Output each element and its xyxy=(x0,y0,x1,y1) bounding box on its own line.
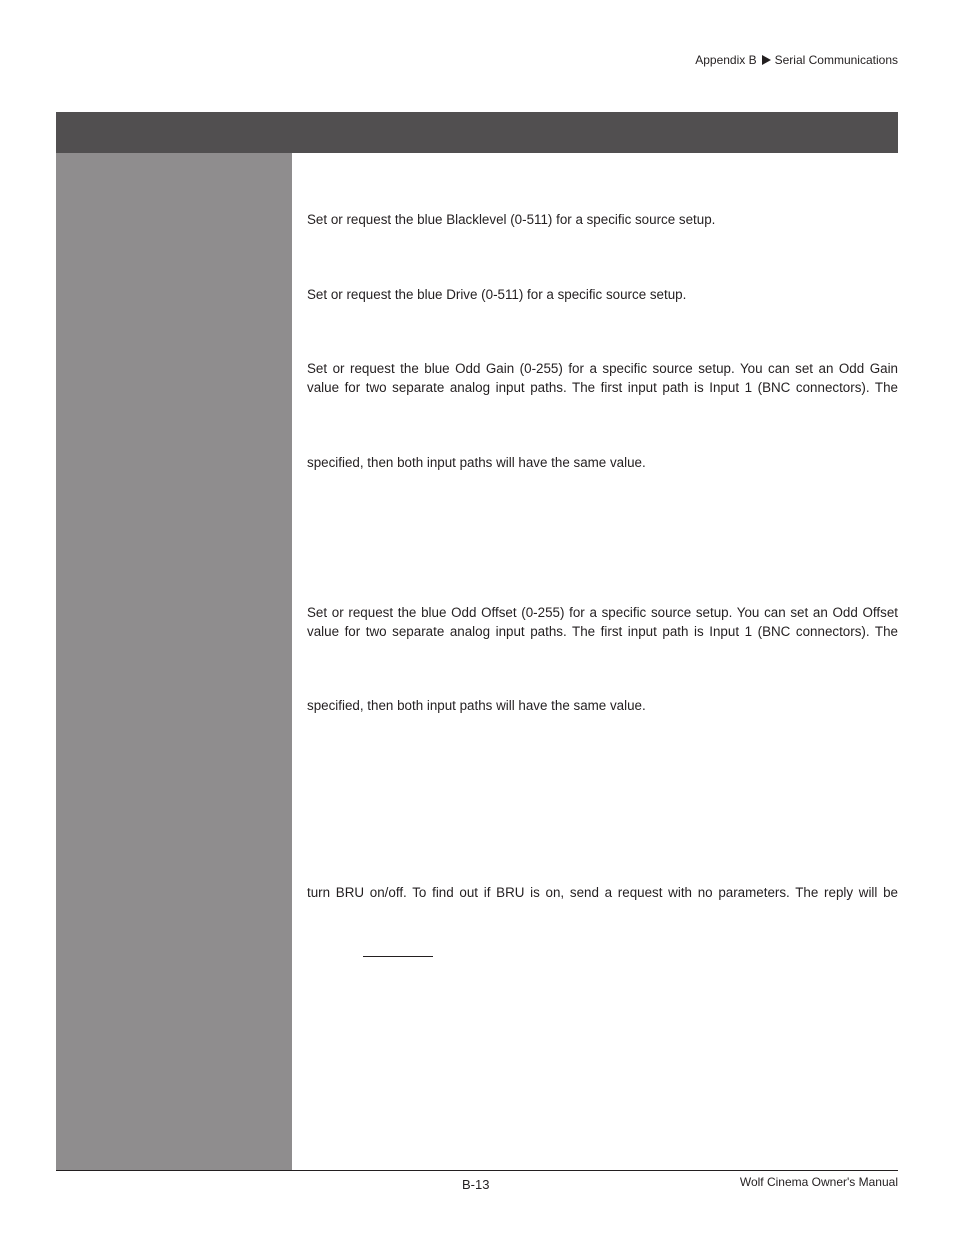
blue-odd-gain-line-1: Set or request the blue Odd Gain (0-255) for a specific source setup. You can set an Odd Gain xyxy=(307,361,898,376)
bru-line: turn BRU on/off. To find out if BRU is on, send a request with no parameters. The reply will be xyxy=(307,885,898,900)
blue-blacklevel-description: Set or request the blue Blacklevel (0-511) for a specific source setup. xyxy=(307,212,716,227)
blue-drive-description: Set or request the blue Drive (0-511) for a specific source setup. xyxy=(307,287,687,302)
running-head xyxy=(695,53,898,67)
blue-odd-gain-line-2: value for two separate analog input paths. The first input path is Input 1 (BNC connectors). The xyxy=(307,379,898,395)
play-arrow-icon xyxy=(762,55,771,65)
running-head-prefix: Appendix B xyxy=(695,53,757,67)
page-number: B-13 xyxy=(462,1177,490,1192)
blue-odd-offset-tail: specified, then both input paths will have the same value. xyxy=(307,698,646,713)
blue-odd-offset-description xyxy=(307,604,898,641)
running-head-section: Serial Communications xyxy=(774,53,898,67)
footer-rule xyxy=(56,1170,898,1171)
section-header-bar xyxy=(56,112,898,153)
manual-title: Wolf Cinema Owner's Manual xyxy=(739,1175,898,1189)
bru-description xyxy=(307,884,898,903)
blue-odd-gain-description xyxy=(307,360,898,397)
command-sidebar xyxy=(56,153,292,1170)
underline-rule xyxy=(363,956,433,957)
blue-odd-gain-tail: specified, then both input paths will have the same value. xyxy=(307,455,646,470)
blue-odd-offset-line-1: Set or request the blue Odd Offset (0-255) for a specific source setup. You can set an Odd Offset xyxy=(307,605,898,620)
blue-odd-offset-line-2: value for two separate analog input paths. The first input path is Input 1 (BNC connectors). The xyxy=(307,623,898,639)
